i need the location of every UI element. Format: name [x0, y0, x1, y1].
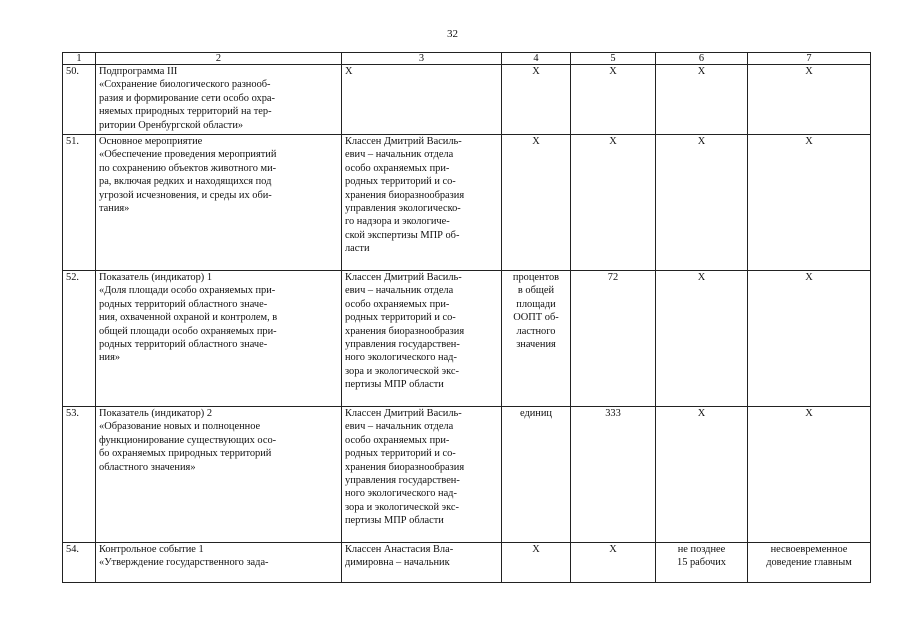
header-col-4: 4	[502, 53, 571, 65]
cell-line: Классен Дмитрий Василь-	[345, 136, 462, 147]
cell-line: «Доля площади особо охраняемых при-	[99, 285, 276, 297]
cell-line: X	[697, 66, 706, 77]
header-col-2: 2	[96, 53, 342, 65]
cell-line: хранения биоразнообразия	[345, 461, 465, 473]
cell-responsible	[342, 271, 502, 407]
cell-note	[748, 407, 871, 543]
cell-line: «Утверждение государственного зада-	[99, 557, 269, 569]
cell-line: Показатель (индикатор) 1	[99, 272, 213, 283]
cell-line: ской экспертизы МПР об-	[345, 229, 460, 241]
cell-value	[571, 407, 656, 543]
cell-line: по сохранению объектов животного ми-	[99, 162, 277, 174]
cell-name	[96, 407, 342, 543]
cell-line: Подпрограмма III	[99, 66, 178, 77]
cell-line: няемых природных территорий на тер-	[99, 106, 272, 118]
page-number: 32	[447, 28, 458, 40]
cell-name	[96, 65, 342, 135]
cell-line: родных территорий областного значе-	[99, 298, 268, 310]
cell-line: площади	[516, 298, 556, 310]
cell-row-number: 54.	[63, 543, 96, 583]
cell-line: 72	[607, 272, 619, 283]
table-row	[63, 543, 871, 583]
cell-line: родных территорий и со-	[345, 176, 456, 188]
cell-line: не позднее	[677, 544, 726, 555]
cell-responsible	[342, 135, 502, 271]
cell-line: Классен Дмитрий Василь-	[345, 408, 462, 419]
header-row	[63, 53, 871, 65]
cell-line: управления государствен-	[345, 475, 460, 487]
cell-line: Контрольное событие 1	[99, 544, 204, 555]
cell-line: родных территорий и со-	[345, 312, 456, 324]
cell-line: го надзора и экологиче-	[345, 216, 450, 228]
header-col-5: 5	[571, 53, 656, 65]
cell-line: пертизы МПР области	[345, 515, 444, 527]
cell-note	[748, 271, 871, 407]
cell-line: доведение главным	[766, 557, 852, 569]
cell-line: X	[697, 272, 706, 283]
cell-line: родных территорий областного значе-	[99, 339, 268, 351]
cell-line: особо охраняемых при-	[345, 162, 450, 174]
cell-line: X	[697, 408, 706, 419]
cell-line: тания»	[99, 203, 130, 215]
cell-value	[571, 271, 656, 407]
cell-value	[571, 65, 656, 135]
cell-line: ласти	[345, 243, 370, 255]
cell-line: зора и экологической экс-	[345, 365, 459, 377]
cell-line: «Сохранение биологического разнооб-	[99, 79, 271, 91]
monitoring-table	[62, 52, 871, 583]
cell-line: Основное мероприятие	[99, 136, 203, 147]
cell-line: ра, включая редких и находящихся под	[99, 176, 272, 188]
cell-deadline	[656, 543, 748, 583]
cell-line: зора и экологической экс-	[345, 501, 459, 513]
cell-line: ния, охваченной охраной и контролем, в	[99, 312, 278, 324]
cell-responsible	[342, 407, 502, 543]
cell-line: ного экологического над-	[345, 352, 457, 364]
cell-line: X	[805, 408, 813, 419]
cell-unit	[502, 65, 571, 135]
cell-line: ООПТ об-	[513, 312, 559, 324]
cell-value	[571, 543, 656, 583]
cell-name	[96, 543, 342, 583]
cell-line: «Образование новых и полноценное	[99, 421, 261, 433]
cell-line: X	[345, 66, 353, 77]
cell-line: управления экологическо-	[345, 203, 461, 215]
cell-line: «Обеспечение проведения мероприятий	[99, 149, 277, 161]
cell-note	[748, 65, 871, 135]
cell-row-number: 50.	[63, 65, 96, 135]
cell-line: единиц	[519, 408, 552, 419]
table-row	[63, 407, 871, 543]
cell-line: X	[805, 272, 813, 283]
cell-line: ритории Оренбургской области»	[99, 119, 244, 131]
cell-line: X	[532, 136, 540, 147]
cell-line: евич – начальник отдела	[345, 149, 454, 161]
header-col-7: 7	[748, 53, 871, 65]
cell-line: значения	[516, 339, 556, 351]
cell-line: 15 рабочих	[677, 557, 726, 569]
header-col-6: 6	[656, 53, 748, 65]
cell-line: X	[609, 544, 617, 555]
cell-line: общей площади особо охраняемых при-	[99, 325, 277, 337]
cell-deadline	[656, 65, 748, 135]
cell-line: евич – начальник отдела	[345, 421, 454, 433]
cell-line: Классен Анастасия Вла-	[345, 544, 454, 555]
cell-unit	[502, 543, 571, 583]
cell-line: областного значения»	[99, 461, 196, 473]
cell-line: 333	[605, 408, 621, 419]
header-col-1: 1	[63, 53, 96, 65]
cell-line: пертизы МПР области	[345, 379, 444, 391]
cell-line: угрозой исчезновения, и среды их оби-	[99, 189, 272, 201]
cell-name	[96, 135, 342, 271]
cell-deadline	[656, 135, 748, 271]
cell-responsible	[342, 543, 502, 583]
cell-line: димировна – начальник	[345, 557, 450, 569]
cell-line: Классен Дмитрий Василь-	[345, 272, 462, 283]
cell-line: Показатель (индикатор) 2	[99, 408, 213, 419]
cell-line: ния»	[99, 352, 121, 364]
cell-line: X	[805, 66, 813, 77]
cell-line: X	[697, 136, 706, 147]
cell-line: евич – начальник отдела	[345, 285, 454, 297]
cell-line: особо охраняемых при-	[345, 298, 450, 310]
cell-line: хранения биоразнообразия	[345, 325, 465, 337]
cell-unit	[502, 407, 571, 543]
cell-line: несвоевременное	[770, 544, 848, 555]
cell-line: X	[609, 136, 617, 147]
header-col-3: 3	[342, 53, 502, 65]
cell-line: функционирование существующих осо-	[99, 434, 277, 446]
cell-deadline	[656, 271, 748, 407]
cell-deadline	[656, 407, 748, 543]
cell-row-number: 52.	[63, 271, 96, 407]
cell-unit	[502, 135, 571, 271]
cell-line: бо охраняемых природных территорий	[99, 448, 272, 460]
cell-value	[571, 135, 656, 271]
cell-note	[748, 135, 871, 271]
cell-line: разия и формирование сети особо охра-	[99, 92, 276, 104]
cell-line: X	[532, 544, 540, 555]
cell-row-number: 53.	[63, 407, 96, 543]
cell-line: управления государствен-	[345, 339, 460, 351]
cell-unit	[502, 271, 571, 407]
cell-name	[96, 271, 342, 407]
table-row	[63, 135, 871, 271]
cell-line: ного экологического над-	[345, 488, 457, 500]
cell-line: хранения биоразнообразия	[345, 189, 465, 201]
cell-responsible	[342, 65, 502, 135]
cell-line: X	[532, 66, 540, 77]
cell-line: в общей	[517, 285, 555, 297]
cell-line: родных территорий и со-	[345, 448, 456, 460]
table-row	[63, 271, 871, 407]
cell-note	[748, 543, 871, 583]
cell-line: особо охраняемых при-	[345, 434, 450, 446]
cell-line: процентов	[512, 272, 560, 283]
cell-line: X	[805, 136, 813, 147]
cell-row-number: 51.	[63, 135, 96, 271]
cell-line: X	[609, 66, 617, 77]
table-row	[63, 65, 871, 135]
cell-line: ластного	[516, 325, 556, 337]
